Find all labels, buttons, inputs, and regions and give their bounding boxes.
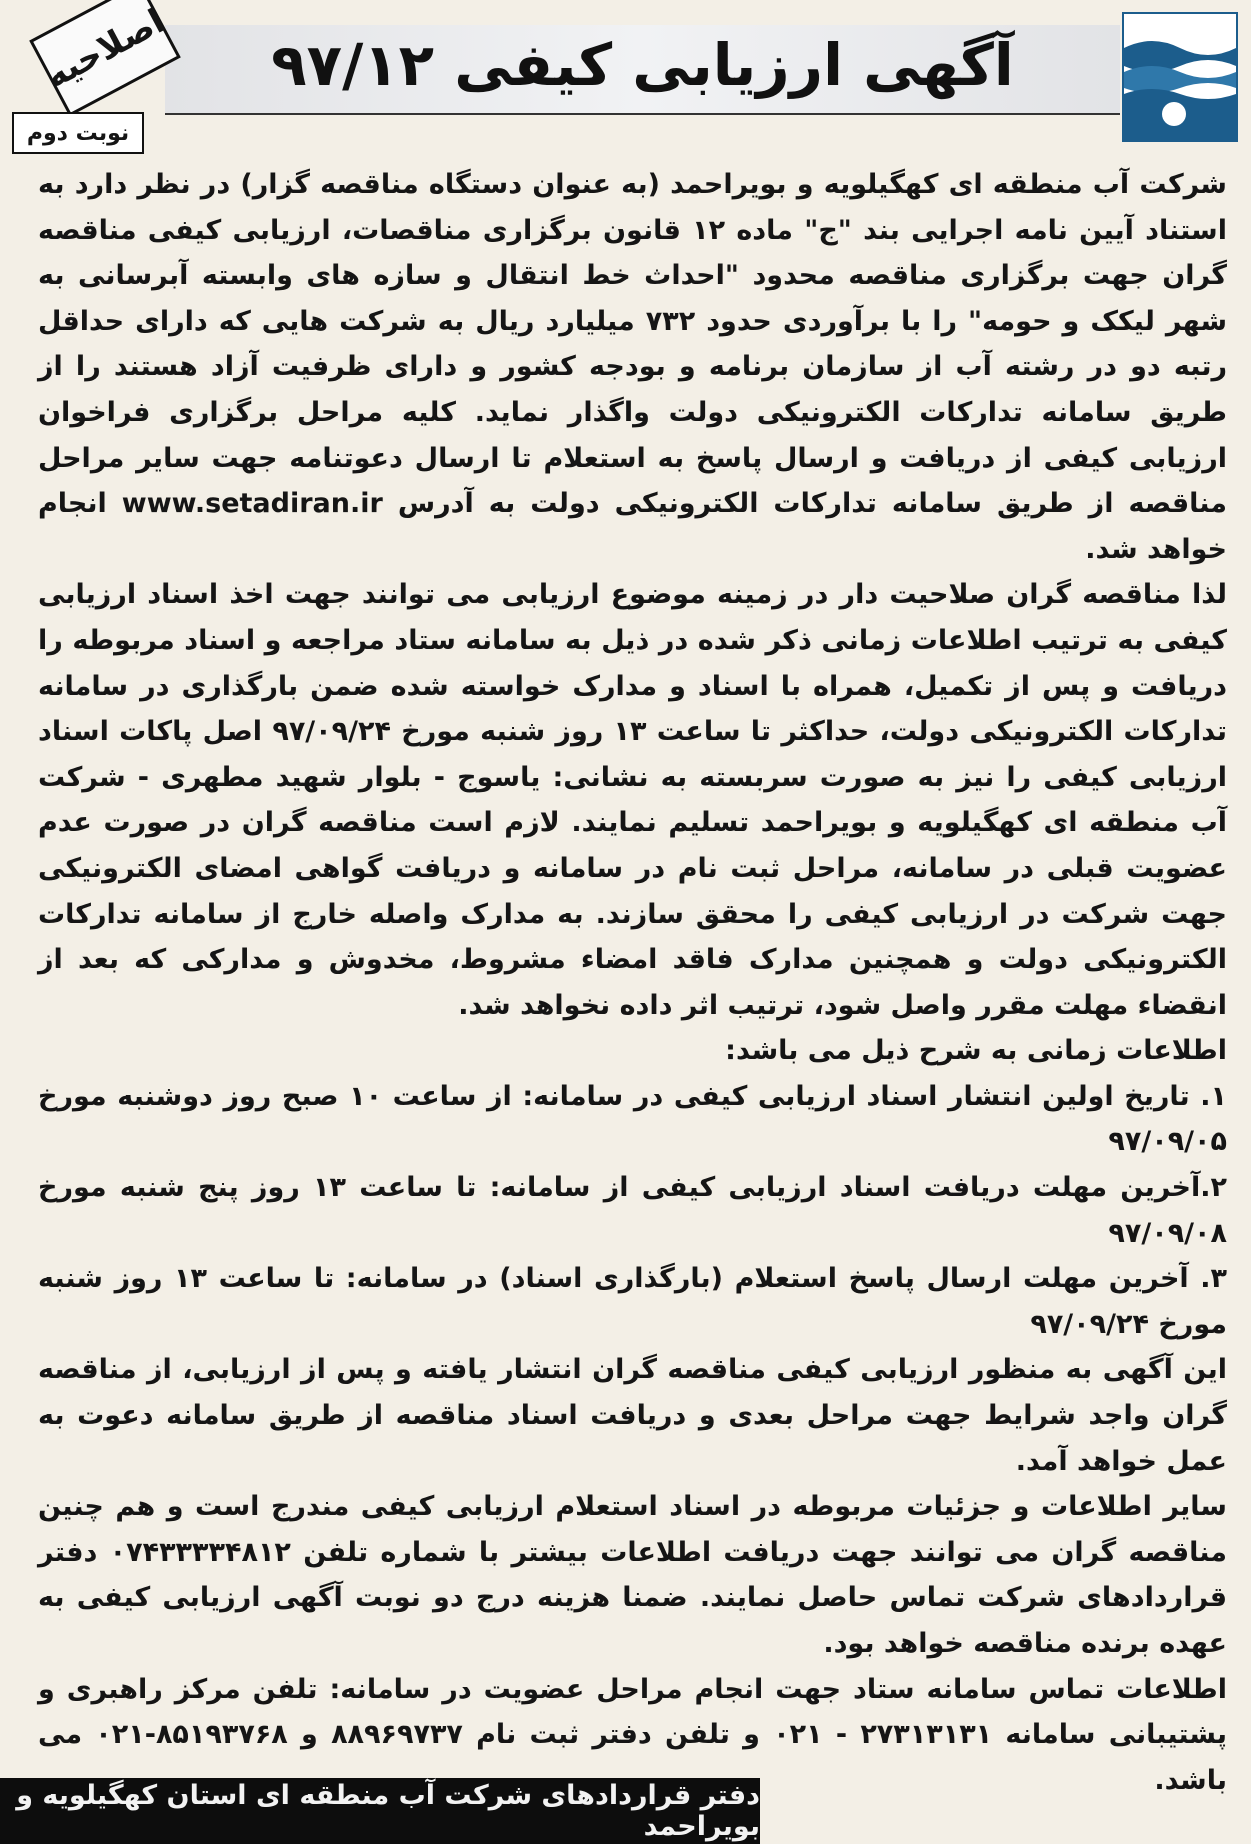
schedule-item: ۲.آخرین مهلت دریافت اسناد ارزیابی کیفی از سامانه: تا ساعت ۱۳ روز پنج شنبه مورخ ۹۷/۰۹/۰۸ bbox=[38, 1172, 1227, 1249]
schedule-item: ۳. آخرین مهلت ارسال پاسخ استعلام (بارگذاری اسناد) در سامانه: تا ساعت ۱۳ روز شنبه مورخ ۹۷/۰۹/۲۴ bbox=[38, 1263, 1227, 1340]
instructions-paragraph: لذا مناقصه گران صلاحیت دار در زمینه موضوع ارزیابی می توانند جهت اخذ اسناد ارزیابی کیفی به ترتیب اطلاعات زمانی ذکر شده در ذیل به سامانه ستاد مراجعه و اسناد مربوطه را دریافت و پس از تکمیل، همراه با اسناد و مدارک خواسته شده ضمن بارگذاری در سامانه تدارکات الکترونیکی دولت، حداکثر تا ساعت ۱۳ روز شنبه مورخ ۹۷/۰۹/۲۴ اصل پاکات اسناد ارزیابی کیفی را نیز به صورت سربسته به نشانی: یاسوج - بلوار شهید مطهری - شرکت آب منطقه ای کهگیلویه و بویراحمد تسلیم نمایند. لازم است مناقصه گران در صورت عدم عضویت قبلی در سامانه، مراحل ثبت نام در سامانه و دریافت گواهی امضای الکترونیکی جهت شرکت در ارزیابی کیفی را محقق سازند. به مدارک واصله خارج از سامانه تدارکات الکترونیکی دولت و همچنین مدارک فاقد امضاء مشروط، مخدوش و مدارکی که بعد از انقضاء مهلت مقرر واصل شود، ترتیب اثر داده نخواهد شد. bbox=[38, 579, 1227, 1021]
footer-banner bbox=[0, 1778, 760, 1844]
schedule-heading: اطلاعات زمانی به شرح ذیل می باشد: bbox=[725, 1035, 1227, 1067]
contact-paragraph: اطلاعات تماس سامانه ستاد جهت انجام مراحل عضویت در سامانه: تلفن مرکز راهبری و پشتیبانی سامانه ۲۷۳۱۳۱۳۱ - ۰۲۱ و تلفن دفتر ثبت نام ۸۸۹۶۹۷۳۷ و ۸۵۱۹۳۷۶۸-۰۲۱ می باشد. bbox=[38, 1673, 1227, 1796]
correction-stamp: اصلاحیه bbox=[29, 0, 181, 117]
title-banner bbox=[165, 25, 1120, 115]
water-waves-logo-icon bbox=[1122, 12, 1238, 142]
purpose-paragraph: این آگهی به منظور ارزیابی کیفی مناقصه گران انتشار یافته و پس از ارزیابی، از مناقصه گران واجد شرایط جهت مراحل بعدی و دریافت اسناد مناقصه از طریق سامانه دعوت به عمل خواهد آمد. bbox=[38, 1354, 1227, 1477]
info-paragraph: سایر اطلاعات و جزئیات مربوطه در اسناد استعلام ارزیابی کیفی مندرج است و هم چنین مناقصه گران می توانند جهت دریافت اطلاعات بیشتر با شماره تلفن ۰۷۴۳۳۳۳۴۸۱۲ دفتر قراردادهای شرکت تماس حاصل نمایند. ضمنا هزینه درج دو نوبت آگهی ارزیابی کیفی به عهده برنده مناقصه خواهد بود. bbox=[38, 1491, 1227, 1659]
intro-paragraph: شرکت آب منطقه ای کهگیلویه و بویراحمد (به عنوان دستگاه مناقصه گزار) در نظر دارد به استناد آیین نامه اجرایی بند "ج" ماده ۱۲ قانون برگزاری مناقصات، ارزیابی کیفی مناقصه گران جهت برگزاری مناقصه محدود "احداث خط انتقال و سازه های وابسته آبرسانی به شهر لیکک و حومه" را با برآوردی حدود ۷۳۲ میلیارد ریال به شرکت هایی که دارای حداقل رتبه دو در رشته آب از سازمان برنامه و بودجه کشور و دارای ظرفیت آزاد هستند را از طریق سامانه تدارکات الکترونیکی دولت واگذار نماید. کلیه مراحل برگزاری فراخوان ارزیابی کیفی از دریافت و ارسال پاسخ به استعلام تا ارسال دعوتنامه جهت سایر مراحل مناقصه از طریق سامانه تدارکات الکترونیکی دولت به آدرس www.setadiran.ir انجام خواهد شد. bbox=[38, 169, 1227, 565]
round-label: نوبت دوم bbox=[12, 112, 144, 154]
notice-body bbox=[38, 162, 1227, 1803]
notice-title: آگهی ارزیابی کیفی ۹۷/۱۲ bbox=[271, 31, 1014, 99]
footer-text: دفتر قراردادهای شرکت آب منطقه ای استان کهگیلویه و بویراحمد bbox=[16, 1780, 760, 1842]
notice-header bbox=[12, 0, 1238, 150]
schedule-item: ۱. تاریخ اولین انتشار اسناد ارزیابی کیفی در سامانه: از ساعت ۱۰ صبح روز دوشنبه مورخ ۹۷/۰۹/۰۵ bbox=[38, 1080, 1227, 1158]
